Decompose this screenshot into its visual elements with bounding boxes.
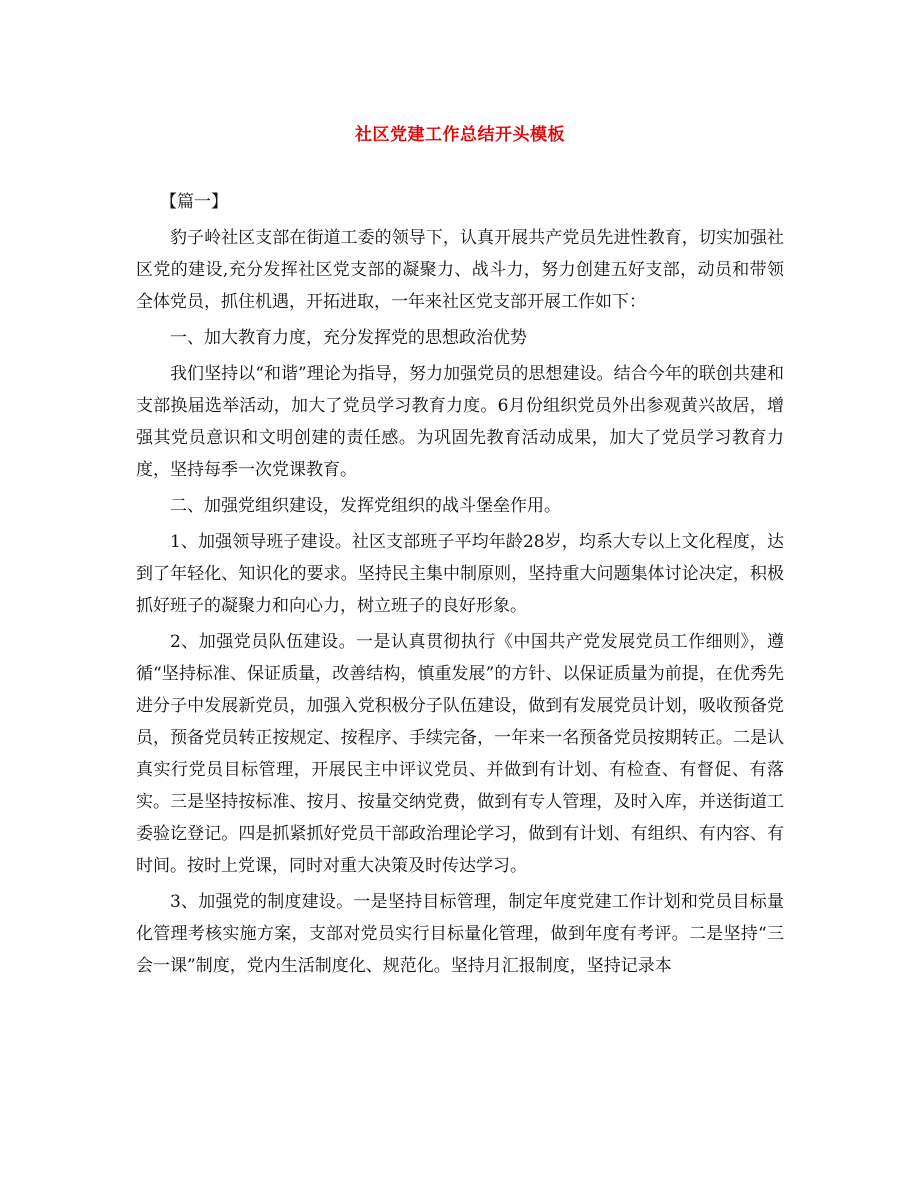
paragraph-education: 我们坚持以“和谐”理论为指导，努力加强党员的思想建设。结合今年的联创共建和支部换届选举活动，加大了党员学习教育力度。6月份组织党员外出参观黄兴故居，增强其党员意识和文明创建的责任感。为巩固先教育活动成果，加大了党员学习教育力度，坚持每季一次党课教育。: [136, 364, 784, 480]
paragraph-member-team: 2、加强党员队伍建设。一是认真贯彻执行《中国共产党发展党员工作细则》，遵循“坚持标准、保证质量，改善结构，慎重发展”的方针、以保证质量为前提，在优秀先进分子中发展新党员，加强入党积极分子队伍建设，做到有发展党员计划，吸收预备党员，预备党员转正按规定、按程序、手续完备，一年来一名预备党员按期转正。二是认真实行党员目标管理，开展民主中评议党员、并做到有计划、有检查、有督促、有落实。三是坚持按标准、按月、按量交纳党费，做到有专人管理，及时入库，并送街道工委验讫登记。四是抓紧抓好党员干部政治理论学习，做到有计划、有组织、有内容、有时间。按时上党课，同时对重大决策及时传达学习。: [136, 632, 784, 876]
paragraph-leadership: 1、加强领导班子建设。社区支部班子平均年龄28岁，均系大专以上文化程度，达到了年轻化、知识化的要求。坚持民主集中制原则，坚持重大问题集体讨论决定，积极抓好班子的凝聚力和向心力，树立班子的良好形象。: [136, 532, 784, 616]
section-heading-education: 一、加大教育力度，充分发挥党的思想政治优势: [170, 328, 527, 348]
paragraph-system: 3、加强党的制度建设。一是坚持目标管理，制定年度党建工作计划和党员目标量化管理考核实施方案，支部对党员实行目标量化管理，做到年度有考评。二是坚持“三会一课”制度，党内生活制度化、规范化。坚持月汇报制度，坚持记录本: [136, 892, 784, 976]
section-heading-organization: 二、加强党组织建设，发挥党组织的战斗堡垒作用。: [170, 496, 561, 516]
section-label: 【篇一】: [160, 192, 228, 212]
document-body: [136, 186, 784, 986]
document-title: 社区党建工作总结开头模板: [355, 125, 565, 145]
intro-paragraph: 豹子岭社区支部在街道工委的领导下，认真开展共产党员先进性教育，切实加强社区党的建设,充分发挥社区党支部的凝聚力、战斗力，努力创建五好支部，动员和带领全体党员，抓住机遇，开拓进取，一年来社区党支部开展工作如下：: [136, 228, 784, 312]
